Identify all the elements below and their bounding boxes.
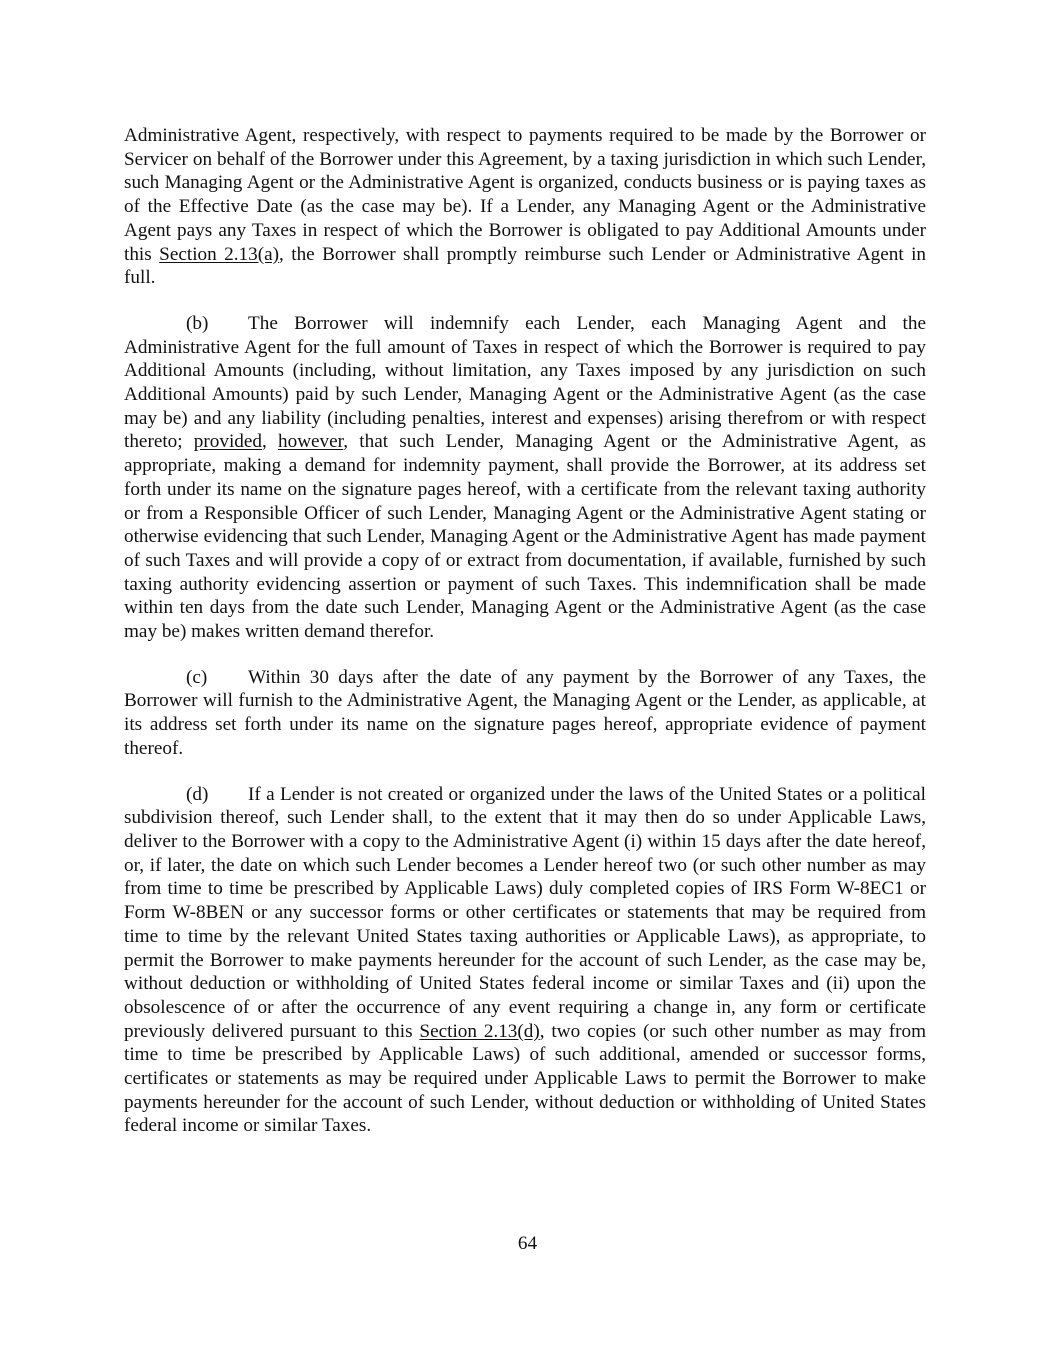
paragraph-text: If a Lender is not created or organized under the laws of the United States or a political subdivision thereof, such Lender shall, to the extent that it may then do so under Applicable Laws, deliver to the Borrower with a copy to the Administrative Agent (i) within 15 days after the date hereof, or, if later, the date on which such Lender becomes a Lender hereof two (or such other number as may from time to time be prescribed by Applicable Laws) duly completed copies of IRS Form W-8EC1 or Form W-8BEN or any successor forms or other certificates or statements that may be required from time to time by the relevant United States taxing authorities or Applicable Laws), as appropriate, to permit the Borrower to make payments hereunder for the account of such Lender, as the case may be, without deduction or withholding of United States federal income or similar Taxes and (ii) upon the obsolescence of or after the occurrence of any event requiring a change in, any form or certificate previously delivered pursuant to this <box>124 783 926 1042</box>
page-number: 64 <box>517 1233 538 1254</box>
emphasis-provided: provided <box>193 431 263 453</box>
emphasis-however: however <box>278 431 344 453</box>
paragraph-a-continued <box>124 124 926 290</box>
section-reference-2-13a: Section 2.13(a) <box>159 243 280 265</box>
paragraph-text: Administrative Agent, respectively, with respect to payments required to be made by the Borrower or Servicer on behalf of the Borrower under this Agreement, by a taxing jurisdiction in which such Lender, such Managing Agent or the Administrative Agent is organized, conducts business or is paying taxes as of the Effective Date (as the case may be). If a Lender, any Managing Agent or the Administrative Agent pays any Taxes in respect of which the Borrower is obligated to pay Additional Amounts under this <box>124 125 926 265</box>
paragraph-text: Within 30 days after the date of any payment by the Borrower of any Taxes, the Borrower will furnish to the Administrative Agent, the Managing Agent or the Lender, as applicable, at its address set forth under its name on the signature pages hereof, appropriate evidence of payment thereof. <box>124 666 926 759</box>
paragraph-d <box>124 783 926 1139</box>
paragraph-text: , the Borrower shall promptly reimburse such Lender or Administrative Agent in full. <box>124 243 926 289</box>
paragraph-label: (c) <box>186 666 208 688</box>
paragraph-text: , two copies (or such other number as may from time to time be prescribed by Applicable Laws) of such additional, amended or successor forms, certificates or statements as may be required under Applicable Laws to permit the Borrower to make payments hereunder for the account of such Lender, without deduction or withholding of United States federal income or similar Taxes. <box>124 1020 926 1137</box>
section-reference-2-13d: Section 2.13(d) <box>419 1020 540 1042</box>
paragraph-text: The Borrower will indemnify each Lender, each Managing Agent and the Administrative Agent for the full amount of Taxes in respect of which the Borrower is required to pay Additional Amounts (including, without limitation, any Taxes imposed by any jurisdiction on such Additional Amounts) paid by such Lender, Managing Agent or the Administrative Agent (as the case may be) and any liability (including penalties, interest and expenses) arising therefrom or with respect thereto; <box>124 312 926 453</box>
paragraph-text: , <box>262 431 278 453</box>
paragraph-label: (b) <box>186 312 209 334</box>
paragraph-text: , that such Lender, Managing Agent or the Administrative Agent, as appropriate, making a demand for indemnity payment, shall provide the Borrower, at its address set forth under its name on the signature pages hereof, with a certificate from the relevant taxing authority or from a Responsible Officer of such Lender, Managing Agent or the Administrative Agent stating or otherwise evidencing that such Lender, Managing Agent or the Administrative Agent has made payment of such Taxes and will provide a copy of or extract from documentation, if available, furnished by such taxing authority evidencing assertion or payment of such Taxes. This indemnification shall be made within ten days from the date such Lender, Managing Agent or the Administrative Agent (as the case may be) makes written demand therefor. <box>124 431 926 643</box>
paragraph-label: (d) <box>186 783 209 805</box>
document-page <box>124 124 926 1160</box>
paragraph-c <box>124 666 926 761</box>
paragraph-b <box>124 312 926 644</box>
